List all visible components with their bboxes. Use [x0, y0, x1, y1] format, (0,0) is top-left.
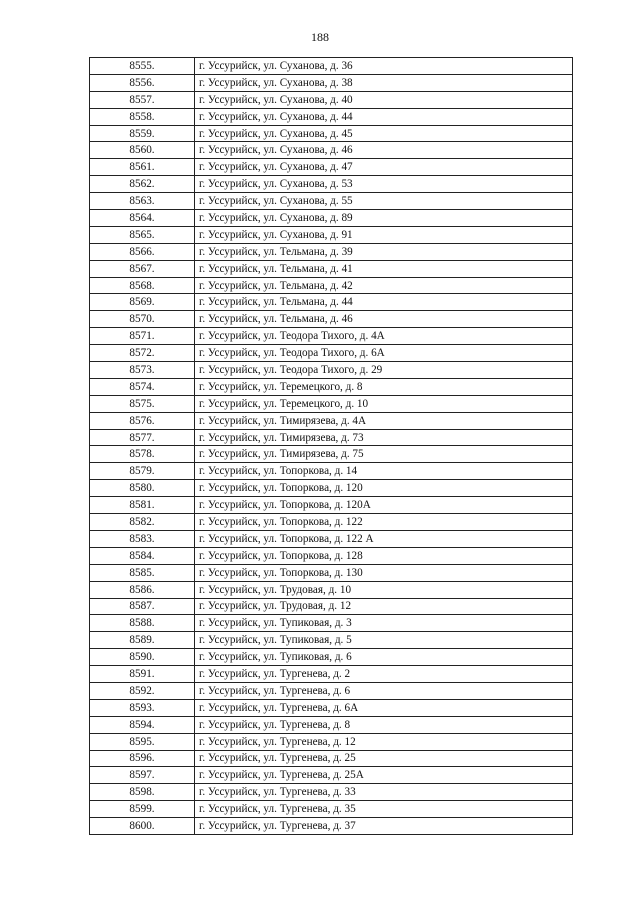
table-row [90, 767, 573, 784]
row-number: 8590. [90, 649, 195, 666]
row-address: г. Уссурийск, ул. Топоркова, д. 120 [195, 480, 573, 497]
row-number: 8592. [90, 682, 195, 699]
row-number: 8583. [90, 530, 195, 547]
row-number: 8561. [90, 159, 195, 176]
row-address: г. Уссурийск, ул. Суханова, д. 45 [195, 125, 573, 142]
row-number: 8595. [90, 733, 195, 750]
row-address: г. Уссурийск, ул. Суханова, д. 44 [195, 108, 573, 125]
row-number: 8566. [90, 243, 195, 260]
row-number: 8565. [90, 226, 195, 243]
table-row [90, 260, 573, 277]
table-row [90, 328, 573, 345]
table-row [90, 682, 573, 699]
row-number: 8571. [90, 328, 195, 345]
table-row [90, 547, 573, 564]
row-number: 8581. [90, 497, 195, 514]
table-row [90, 615, 573, 632]
table-row [90, 784, 573, 801]
row-address: г. Уссурийск, ул. Тимирязева, д. 4А [195, 412, 573, 429]
row-address: г. Уссурийск, ул. Топоркова, д. 120А [195, 497, 573, 514]
row-address: г. Уссурийск, ул. Тургенева, д. 6А [195, 699, 573, 716]
table-row [90, 463, 573, 480]
row-address: г. Уссурийск, ул. Суханова, д. 38 [195, 74, 573, 91]
table-row [90, 226, 573, 243]
row-number: 8578. [90, 446, 195, 463]
row-number: 8588. [90, 615, 195, 632]
table-row [90, 598, 573, 615]
row-address: г. Уссурийск, ул. Суханова, д. 36 [195, 58, 573, 75]
row-address: г. Уссурийск, ул. Теремецкого, д. 8 [195, 378, 573, 395]
table-row [90, 480, 573, 497]
row-address: г. Уссурийск, ул. Тургенева, д. 6 [195, 682, 573, 699]
table-row [90, 362, 573, 379]
row-number: 8558. [90, 108, 195, 125]
row-number: 8567. [90, 260, 195, 277]
table-row [90, 581, 573, 598]
row-address: г. Уссурийск, ул. Трудовая, д. 10 [195, 581, 573, 598]
table-row [90, 193, 573, 210]
row-address: г. Уссурийск, ул. Тимирязева, д. 73 [195, 429, 573, 446]
row-address: г. Уссурийск, ул. Теодора Тихого, д. 29 [195, 362, 573, 379]
row-address: г. Уссурийск, ул. Тельмана, д. 42 [195, 277, 573, 294]
table-row [90, 91, 573, 108]
row-address: г. Уссурийск, ул. Суханова, д. 89 [195, 210, 573, 227]
row-address: г. Уссурийск, ул. Тургенева, д. 37 [195, 818, 573, 835]
table-row [90, 750, 573, 767]
table-row [90, 733, 573, 750]
row-address: г. Уссурийск, ул. Теремецкого, д. 10 [195, 395, 573, 412]
table-row [90, 429, 573, 446]
row-address: г. Уссурийск, ул. Теодора Тихого, д. 6А [195, 345, 573, 362]
row-address: г. Уссурийск, ул. Тургенева, д. 35 [195, 801, 573, 818]
address-table [89, 57, 573, 835]
table-row [90, 564, 573, 581]
row-address: г. Уссурийск, ул. Тупиковая, д. 3 [195, 615, 573, 632]
row-number: 8577. [90, 429, 195, 446]
page-number: 188 [311, 30, 329, 44]
row-number: 8573. [90, 362, 195, 379]
row-number: 8564. [90, 210, 195, 227]
table-row [90, 108, 573, 125]
row-number: 8600. [90, 818, 195, 835]
row-address: г. Уссурийск, ул. Тургенева, д. 8 [195, 716, 573, 733]
table-row [90, 446, 573, 463]
row-number: 8598. [90, 784, 195, 801]
row-address: г. Уссурийск, ул. Тургенева, д. 33 [195, 784, 573, 801]
row-number: 8597. [90, 767, 195, 784]
table-row [90, 345, 573, 362]
row-number: 8570. [90, 311, 195, 328]
row-number: 8594. [90, 716, 195, 733]
table-row [90, 142, 573, 159]
row-number: 8572. [90, 345, 195, 362]
row-number: 8563. [90, 193, 195, 210]
table-row [90, 58, 573, 75]
row-number: 8593. [90, 699, 195, 716]
table-row [90, 716, 573, 733]
table-row [90, 666, 573, 683]
table-row [90, 699, 573, 716]
row-address: г. Уссурийск, ул. Тельмана, д. 41 [195, 260, 573, 277]
row-address: г. Уссурийск, ул. Тельмана, д. 46 [195, 311, 573, 328]
row-number: 8568. [90, 277, 195, 294]
address-table-body [90, 58, 573, 835]
row-address: г. Уссурийск, ул. Тургенева, д. 12 [195, 733, 573, 750]
table-row [90, 818, 573, 835]
row-address: г. Уссурийск, ул. Суханова, д. 91 [195, 226, 573, 243]
row-address: г. Уссурийск, ул. Теодора Тихого, д. 4А [195, 328, 573, 345]
row-number: 8559. [90, 125, 195, 142]
row-address: г. Уссурийск, ул. Топоркова, д. 122 [195, 514, 573, 531]
row-number: 8579. [90, 463, 195, 480]
table-row [90, 378, 573, 395]
table-row [90, 801, 573, 818]
table-row [90, 243, 573, 260]
row-number: 8575. [90, 395, 195, 412]
row-address: г. Уссурийск, ул. Тимирязева, д. 75 [195, 446, 573, 463]
row-number: 8582. [90, 514, 195, 531]
row-address: г. Уссурийск, ул. Тургенева, д. 2 [195, 666, 573, 683]
table-row [90, 311, 573, 328]
row-number: 8560. [90, 142, 195, 159]
row-number: 8591. [90, 666, 195, 683]
row-number: 8596. [90, 750, 195, 767]
table-row [90, 497, 573, 514]
row-address: г. Уссурийск, ул. Суханова, д. 46 [195, 142, 573, 159]
table-row [90, 159, 573, 176]
row-number: 8599. [90, 801, 195, 818]
row-address: г. Уссурийск, ул. Топоркова, д. 122 А [195, 530, 573, 547]
row-number: 8585. [90, 564, 195, 581]
row-address: г. Уссурийск, ул. Трудовая, д. 12 [195, 598, 573, 615]
row-address: г. Уссурийск, ул. Топоркова, д. 130 [195, 564, 573, 581]
row-number: 8574. [90, 378, 195, 395]
table-row [90, 176, 573, 193]
table-row [90, 74, 573, 91]
table-row [90, 632, 573, 649]
row-number: 8569. [90, 294, 195, 311]
row-number: 8557. [90, 91, 195, 108]
row-address: г. Уссурийск, ул. Тургенева, д. 25А [195, 767, 573, 784]
row-address: г. Уссурийск, ул. Тургенева, д. 25 [195, 750, 573, 767]
row-address: г. Уссурийск, ул. Топоркова, д. 14 [195, 463, 573, 480]
table-row [90, 514, 573, 531]
row-number: 8556. [90, 74, 195, 91]
row-address: г. Уссурийск, ул. Тупиковая, д. 5 [195, 632, 573, 649]
row-address: г. Уссурийск, ул. Суханова, д. 55 [195, 193, 573, 210]
row-address: г. Уссурийск, ул. Суханова, д. 40 [195, 91, 573, 108]
row-address: г. Уссурийск, ул. Топоркова, д. 128 [195, 547, 573, 564]
row-number: 8589. [90, 632, 195, 649]
row-number: 8555. [90, 58, 195, 75]
table-row [90, 210, 573, 227]
table-row [90, 530, 573, 547]
row-address: г. Уссурийск, ул. Суханова, д. 47 [195, 159, 573, 176]
row-number: 8576. [90, 412, 195, 429]
table-row [90, 395, 573, 412]
row-address: г. Уссурийск, ул. Суханова, д. 53 [195, 176, 573, 193]
table-row [90, 294, 573, 311]
row-address: г. Уссурийск, ул. Тельмана, д. 39 [195, 243, 573, 260]
table-row [90, 125, 573, 142]
table-row [90, 649, 573, 666]
row-address: г. Уссурийск, ул. Тельмана, д. 44 [195, 294, 573, 311]
table-row [90, 412, 573, 429]
row-number: 8586. [90, 581, 195, 598]
row-number: 8562. [90, 176, 195, 193]
table-row [90, 277, 573, 294]
row-number: 8584. [90, 547, 195, 564]
row-number: 8587. [90, 598, 195, 615]
row-number: 8580. [90, 480, 195, 497]
row-address: г. Уссурийск, ул. Тупиковая, д. 6 [195, 649, 573, 666]
